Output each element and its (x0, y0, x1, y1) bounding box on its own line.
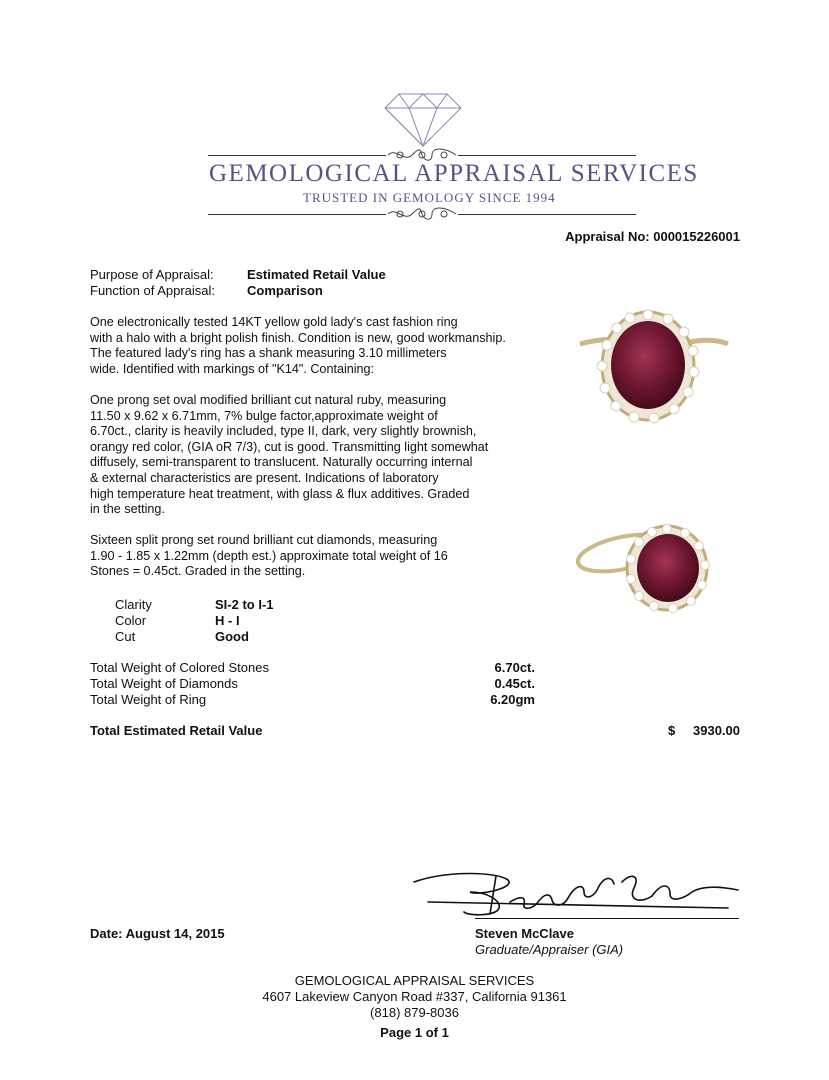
ruby-line: 6.70ct., clarity is heavily included, type II, dark, very slightly brownish, (90, 424, 477, 439)
weight-diamonds-label: Total Weight of Diamonds (90, 676, 238, 691)
description-line: The featured lady's ring has a shank measuring 3.10 millimeters (90, 346, 447, 361)
color-label: Color (115, 613, 147, 628)
purpose-label: Purpose of Appraisal: (90, 267, 214, 282)
weight-ring-label: Total Weight of Ring (90, 692, 207, 707)
weight-ring-value: 6.20gm (490, 692, 535, 707)
ruby-line: 11.50 x 9.62 x 6.71mm, 7% bulge factor,approximate weight of (90, 408, 438, 423)
logo-top-rule-right (458, 155, 636, 156)
purpose-value: Estimated Retail Value (247, 267, 386, 282)
diamond-line: Stones = 0.45ct. Graded in the setting. (90, 564, 306, 579)
diamond-description (90, 533, 448, 580)
description-line: One electronically tested 14KT yellow gold lady's cast fashion ring (90, 315, 458, 329)
ring-photo-top (572, 302, 732, 432)
signer-name: Steven McClave (475, 926, 574, 941)
signature-icon (408, 862, 748, 922)
ring-photo-bottom (575, 513, 715, 613)
logo-top-rule (208, 155, 386, 156)
function-value: Comparison (247, 283, 323, 298)
page-number: Page 1 of 1 (380, 1025, 449, 1040)
cut-value: Good (215, 629, 249, 644)
diamond-line: 1.90 - 1.85 x 1.22mm (depth est.) approximate total weight of 16 (90, 548, 448, 563)
total-value-label: Total Estimated Retail Value (90, 723, 263, 738)
function-label: Function of Appraisal: (90, 283, 216, 298)
footer-phone: (818) 879-8036 (370, 1005, 459, 1020)
diamond-icon (383, 92, 463, 148)
weight-colored-value: 6.70ct. (494, 660, 535, 675)
clarity-label: Clarity (115, 597, 152, 612)
description-line: wide. Identified with markings of "K14". Containing: (90, 361, 375, 376)
ruby-description (90, 393, 488, 518)
description-line: with a halo with a bright polish finish. Condition is new, good workmanship. (90, 330, 506, 345)
ruby-line: orangy red color, (GIA oR 7/3), cut is good. Transmitting light somewhat (90, 439, 489, 454)
signature-line (475, 918, 739, 919)
diamond-line: Sixteen split prong set round brilliant cut diamonds, measuring (90, 533, 438, 547)
footer-company: GEMOLOGICAL APPRAISAL SERVICES (294, 973, 535, 988)
flourish-bottom-icon (386, 205, 458, 223)
ruby-line: high temperature heat treatment, with glass & flux additives. Graded (90, 486, 470, 501)
ring-description (90, 315, 506, 377)
total-currency: $ (668, 723, 676, 738)
company-tagline: TRUSTED IN GEMOLOGY SINCE 1994 (303, 190, 556, 205)
logo-bottom-rule (208, 214, 386, 215)
ruby-line: diffusely, semi-transparent to translucent. Naturally occurring internal (90, 455, 473, 470)
ruby-line: & external characteristics are present. Indications of laboratory (90, 470, 439, 485)
cut-label: Cut (115, 629, 136, 644)
appraisal-number: Appraisal No: 000015226001 (565, 229, 740, 244)
ruby-line: One prong set oval modified brilliant cut natural ruby, measuring (90, 393, 447, 407)
total-amount: 3930.00 (693, 723, 740, 738)
company-logo-title: GEMOLOGICAL APPRAISAL SERVICES (209, 160, 699, 187)
weight-diamonds-value: 0.45ct. (494, 676, 535, 691)
weight-colored-label: Total Weight of Colored Stones (90, 660, 269, 675)
ruby-line: in the setting. (90, 502, 165, 517)
appraisal-date: Date: August 14, 2015 (90, 926, 225, 941)
signer-title: Graduate/Appraiser (GIA) (475, 942, 624, 957)
color-value: H - I (215, 613, 240, 628)
logo-bottom-rule-right (458, 214, 636, 215)
clarity-value: SI-2 to I-1 (215, 597, 274, 612)
footer-address: 4607 Lakeview Canyon Road #337, California 91361 (262, 989, 567, 1004)
